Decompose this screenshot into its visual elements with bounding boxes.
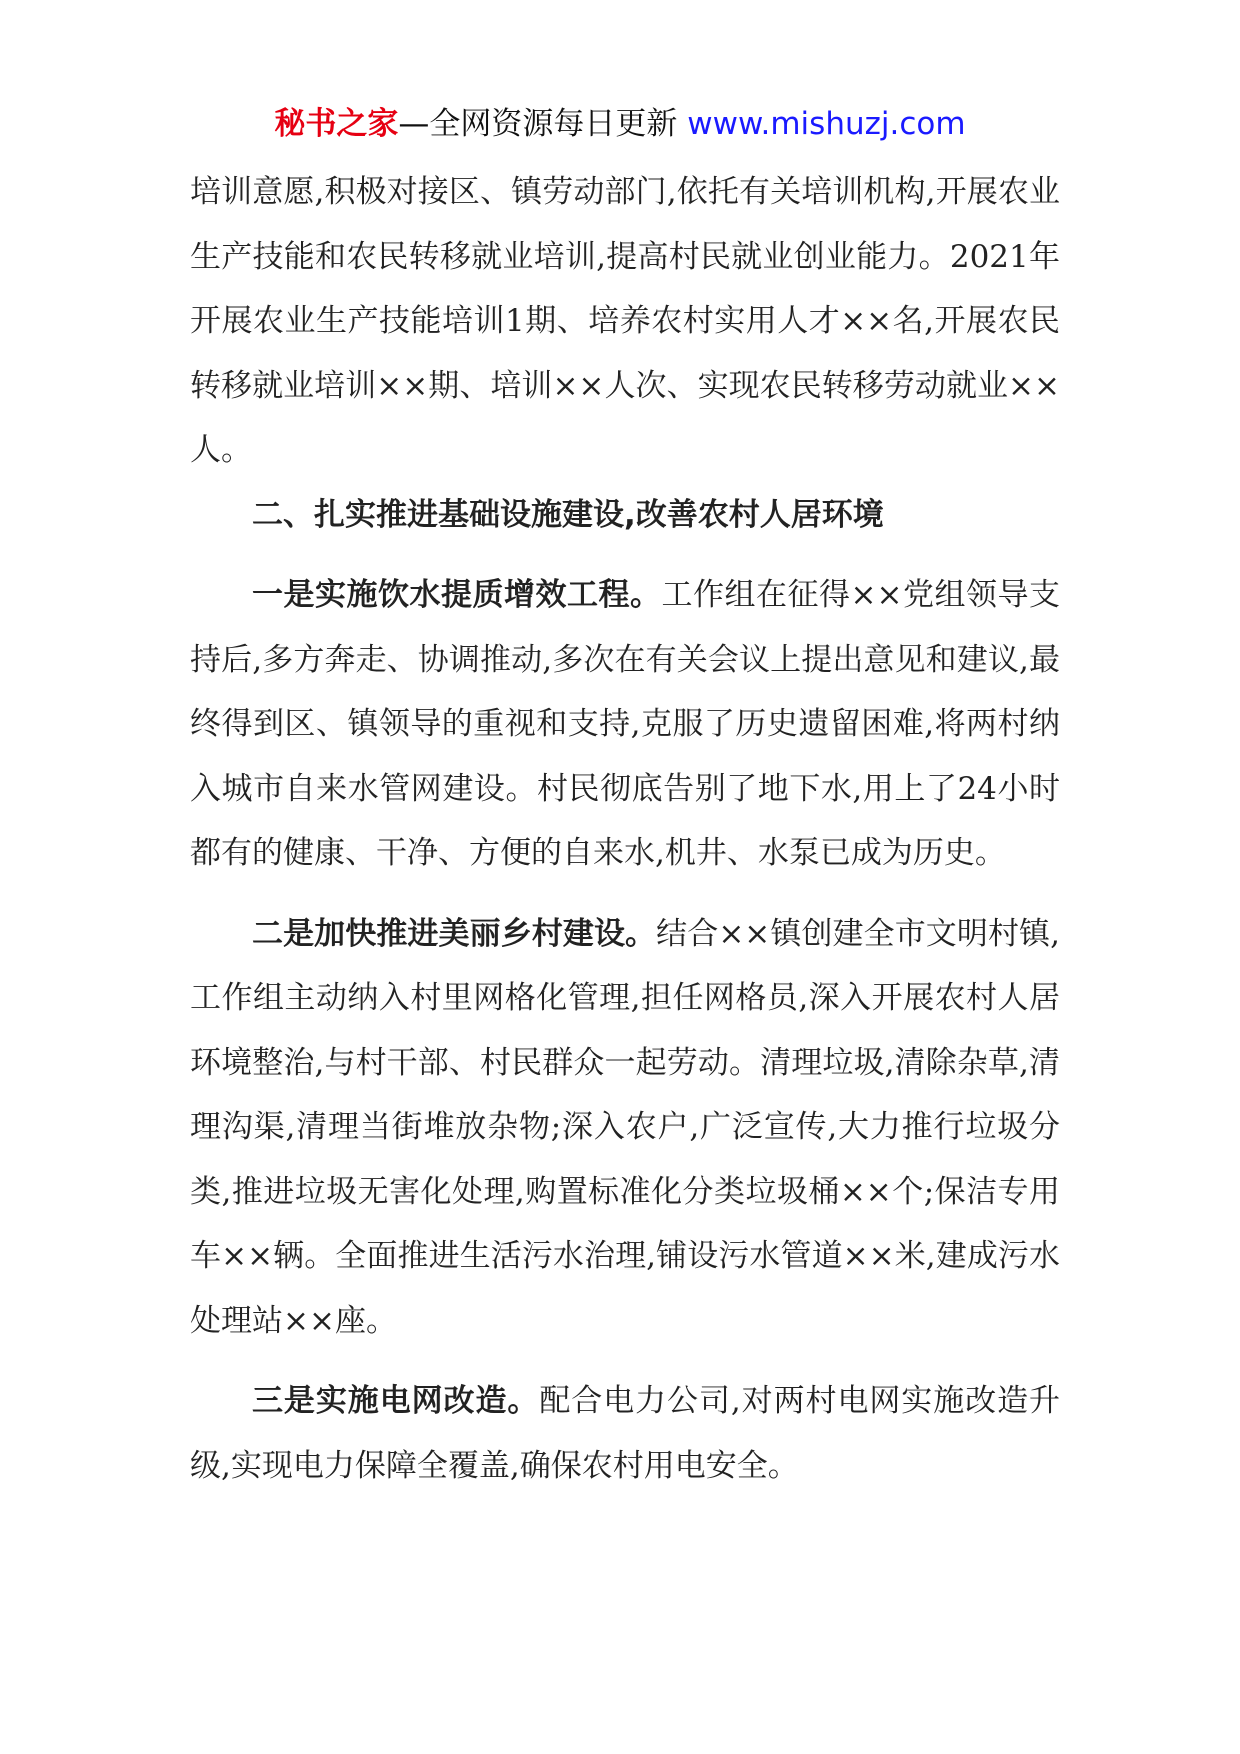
paragraph-lead: 一是实施饮水提质增效工程。 (252, 577, 662, 613)
paragraph-body: 配合电力公司,对两村电网实施改造升级,实现电力保障全覆盖,确保农村用电安全。 (190, 1383, 1061, 1484)
site-tagline: —全网资源每日更新 (398, 106, 678, 142)
paragraph-lead: 二是加快推进美丽乡村建设。 (252, 915, 657, 952)
paragraph-water-project (190, 563, 1060, 886)
paragraph-rural-construction (190, 902, 1060, 1354)
paragraph-body: 结合××镇创建全市文明村镇,工作组主动纳入村里网格化管理,担任网格员,深入开展农村人居环境整治,与村干部、村民群众一起劳动。清理垃圾,清除杂草,清理沟渠,清理当街堆放杂物;深入农户,广泛宣传,大力推行垃圾分类,推进垃圾无害化处理,购置标准化分类垃圾桶××个;保洁专用车××辆。全面推进生活污水治理,铺设污水管道××米,建成污水处理站××座。 (190, 915, 1060, 1339)
section-heading: 二、扎实推进基础设施建设,改善农村人居环境 (252, 496, 884, 533)
paragraph-lead: 三是实施电网改造。 (252, 1383, 540, 1419)
site-url-link[interactable]: www.mishuzj.com (687, 106, 966, 142)
site-brand: 秘书之家 (274, 106, 399, 142)
paragraph-body: 工作组在征得××党组领导支持后,多方奔走、协调推动,多次在有关会议上提出意见和建议,最终得到区、镇领导的重视和支持,克服了历史遗留困难,将两村纳入城市自来水管网建设。村民彻底告别了地下水,用上了24小时都有的健康、干净、方便的自来水,机井、水泵已成为历史。 (190, 577, 1061, 871)
site-header (0, 100, 1240, 148)
document-body (190, 160, 1060, 1498)
paragraph-training: 培训意愿,积极对接区、镇劳动部门,依托有关培训机构,开展农业生产技能和农民转移就业培训,提高村民就业创业能力。2021年开展农业生产技能培训1期、培养农村实用人才××名,开展农民转移就业培训××期、培训××人次、实现农民转移劳动就业××人。 (190, 174, 1060, 468)
paragraph-grid-upgrade (190, 1369, 1060, 1498)
